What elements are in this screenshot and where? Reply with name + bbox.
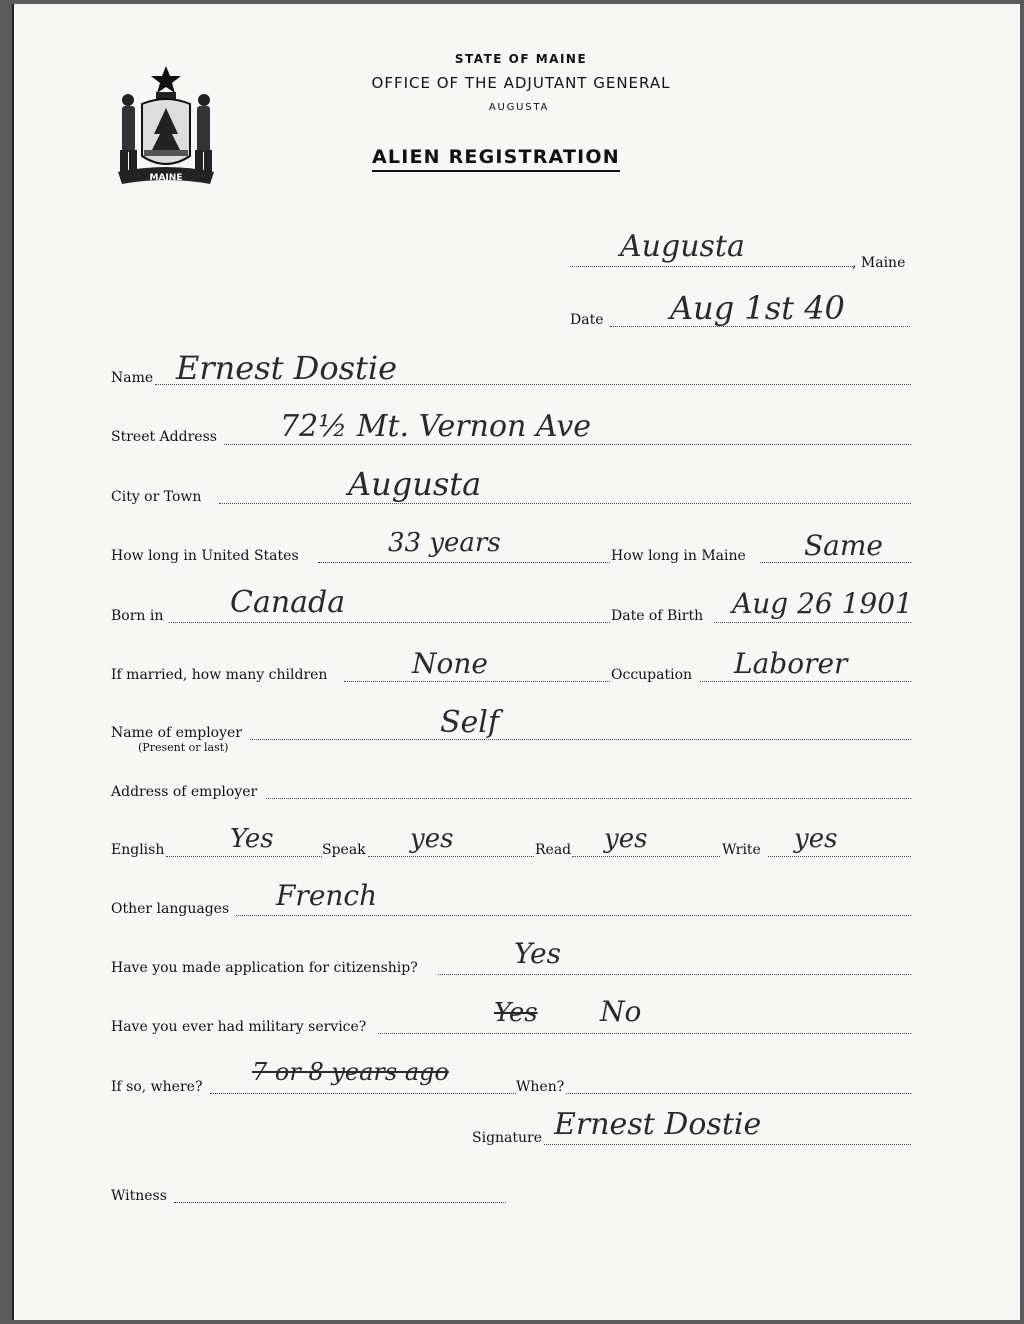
citizenship-line [438, 974, 911, 975]
citizenship-value[interactable]: Yes [514, 937, 561, 970]
how-long-maine-label: How long in Maine [611, 548, 746, 564]
how-long-maine-value[interactable]: Same [804, 529, 883, 562]
employer-address-line [266, 798, 911, 799]
english-label: English [111, 842, 165, 858]
children-label: If married, how many children [111, 667, 328, 683]
date-of-birth-label: Date of Birth [611, 608, 704, 624]
place-line [570, 266, 853, 267]
signature-label: Signature [472, 1130, 543, 1146]
street-address-label: Street Address [111, 429, 217, 445]
english-line [166, 856, 322, 857]
date-value[interactable]: Aug 1st 40 [670, 289, 845, 327]
street-address-value[interactable]: 72½ Mt. Vernon Ave [280, 409, 592, 444]
military-label: Have you ever had military service? [111, 1019, 367, 1035]
witness-label: Witness [111, 1188, 167, 1204]
witness-line [174, 1202, 506, 1203]
occupation-line [700, 681, 911, 682]
city-or-town-label: City or Town [111, 489, 202, 505]
born-in-line [169, 622, 610, 623]
city-or-town-line [219, 503, 911, 504]
employer-label: Name of employer [111, 725, 242, 741]
how-long-maine-line [760, 562, 911, 563]
read-label: Read [535, 842, 572, 858]
date-of-birth-line [714, 622, 911, 623]
when-line [566, 1093, 911, 1094]
born-in-value[interactable]: Canada [230, 585, 346, 620]
speak-label: Speak [322, 842, 366, 858]
occupation-value[interactable]: Laborer [734, 647, 848, 680]
speak-line [368, 856, 534, 857]
where-label: If so, where? [111, 1079, 203, 1095]
english-value[interactable]: Yes [230, 824, 274, 854]
name-value[interactable]: Ernest Dostie [176, 349, 398, 387]
name-label: Name [111, 370, 154, 386]
city-heading: AUGUSTA [488, 102, 550, 113]
military-struck-value[interactable]: Yes [494, 998, 538, 1028]
speak-value[interactable]: yes [410, 824, 454, 854]
read-value[interactable]: yes [604, 824, 648, 854]
date-of-birth-value[interactable]: Aug 26 1901 [732, 587, 913, 620]
place-value[interactable]: Augusta [620, 229, 745, 264]
military-line [378, 1033, 911, 1034]
state-heading: STATE OF MAINE [454, 52, 588, 66]
when-label: When? [516, 1079, 565, 1095]
date-label: Date [570, 312, 604, 328]
write-value[interactable]: yes [794, 824, 838, 854]
how-long-us-value[interactable]: 33 years [388, 528, 501, 558]
how-long-us-label: How long in United States [111, 548, 299, 564]
street-address-line [224, 444, 911, 445]
read-line [572, 856, 720, 857]
employer-line [250, 739, 911, 740]
military-value[interactable]: No [600, 995, 642, 1028]
born-in-label: Born in [111, 608, 164, 624]
signature-line [544, 1144, 911, 1145]
maine-label: , Maine [852, 255, 906, 271]
seal-banner-text: MAINE [149, 173, 183, 183]
form-title: ALIEN REGISTRATION [372, 146, 620, 172]
where-struck-value[interactable]: 7 or 8 years ago [252, 1058, 449, 1086]
other-languages-value[interactable]: French [276, 879, 378, 912]
employer-value[interactable]: Self [440, 705, 500, 740]
employer-sublabel: (Present or last) [138, 741, 229, 754]
children-value[interactable]: None [412, 647, 488, 680]
write-label: Write [722, 842, 761, 858]
signature-value[interactable]: Ernest Dostie [554, 1107, 762, 1142]
write-line [768, 856, 911, 857]
occupation-label: Occupation [611, 667, 693, 683]
citizenship-label: Have you made application for citizenship? [111, 960, 418, 976]
registration-form-page [12, 4, 1020, 1320]
how-long-us-line [318, 562, 610, 563]
children-line [344, 681, 610, 682]
other-languages-line [236, 915, 911, 916]
where-line [210, 1093, 516, 1094]
employer-address-label: Address of employer [111, 784, 258, 800]
city-or-town-value[interactable]: Augusta [348, 465, 482, 503]
other-languages-label: Other languages [111, 901, 230, 917]
office-heading: OFFICE OF THE ADJUTANT GENERAL [371, 74, 671, 92]
